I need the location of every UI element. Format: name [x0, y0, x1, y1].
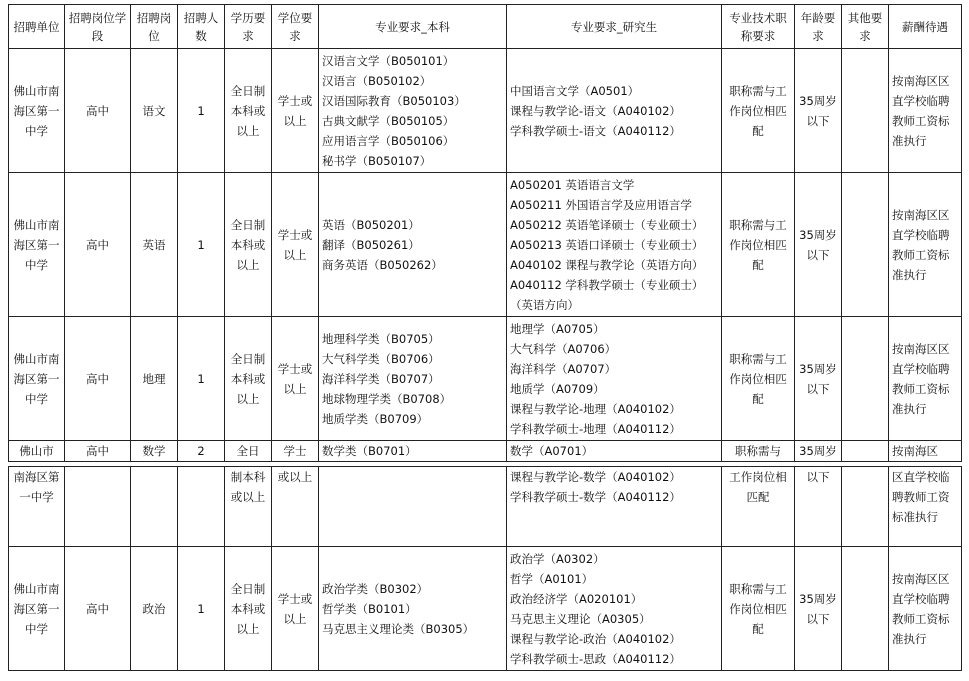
stage-cell: 高中: [65, 441, 131, 462]
major-item: A050201 英语语言文学: [510, 177, 635, 192]
count-cell: 1: [178, 317, 225, 441]
header-other: 其他要求: [842, 5, 889, 49]
recruitment-table-container: [8, 4, 961, 671]
major-item: 政治学类（B0302）: [322, 581, 429, 596]
count-cell: 2: [178, 441, 225, 462]
age-cell: 35周岁以下: [795, 547, 842, 671]
other-cell: [842, 173, 889, 317]
pay-cell: 区直学校临聘教师工资标准执行: [889, 467, 962, 547]
header-pay: 薪酬待遇: [889, 5, 962, 49]
post-cell: [131, 467, 178, 547]
stage-cell: 高中: [65, 173, 131, 317]
stage-cell: [65, 467, 131, 547]
pay-cell: 按南海区区直学校临聘教师工资标准执行: [889, 173, 962, 317]
title-requirement-cell: 职称需与: [722, 441, 795, 462]
degree-cell: 学士或以上: [272, 49, 319, 173]
unit-cell: 佛山市南海区第一中学: [9, 173, 65, 317]
major-item: 哲学类（B0101）: [322, 601, 417, 616]
bachelor-majors-cell: [319, 317, 507, 441]
education-cell: 全日制本科或以上: [225, 547, 272, 671]
master-majors-cell: [507, 547, 722, 671]
header-stage: 招聘岗位学段: [65, 5, 131, 49]
major-item: 大气科学类（B0706）: [322, 351, 440, 366]
title-requirement-cell: 职称需与工作岗位相匹配: [722, 49, 795, 173]
pay-cell: 按南海区区直学校临聘教师工资标准执行: [889, 317, 962, 441]
major-item: A050211 外国语言学及应用语言学: [510, 197, 692, 212]
age-cell: 35周岁以下: [795, 49, 842, 173]
major-item: A040102 课程与教学论（英语方向）: [510, 257, 704, 272]
major-item: 学科教学硕士-数学（A040112）: [510, 490, 681, 504]
major-item: 政治经济学（A020101）: [510, 591, 643, 606]
master-majors-cell: [507, 173, 722, 317]
other-cell: [842, 441, 889, 462]
major-item: 学科教学硕士-语文（A040112）: [510, 123, 681, 138]
bachelor-majors-cell: [319, 547, 507, 671]
major-item: 海洋科学类（B0707）: [322, 371, 440, 386]
table-row: [9, 173, 962, 317]
stage-cell: 高中: [65, 547, 131, 671]
major-item: 海洋科学（A0707）: [510, 361, 617, 376]
major-item: 商务英语（B050262）: [322, 257, 443, 272]
unit-cell: 佛山市南海区第一中学: [9, 49, 65, 173]
table-row: [9, 441, 962, 462]
count-cell: [178, 467, 225, 547]
count-cell: 1: [178, 49, 225, 173]
master-majors-cell: [507, 49, 722, 173]
count-cell: 1: [178, 173, 225, 317]
major-item: 古典文献学（B050105）: [322, 113, 455, 128]
education-cell: 全日制本科或以上: [225, 49, 272, 173]
title-requirement-cell: 工作岗位相匹配: [722, 467, 795, 547]
master-majors-cell: [507, 317, 722, 441]
major-item: 地理学（A0705）: [510, 321, 605, 336]
education-cell: 制本科或以上: [225, 467, 272, 547]
unit-cell: 南海区第一中学: [9, 467, 65, 547]
header-education: 学历要求: [225, 5, 272, 49]
major-item: 课程与教学论-数学（A040102）: [510, 470, 681, 484]
table-row: [9, 49, 962, 173]
post-cell: 地理: [131, 317, 178, 441]
major-item: 课程与教学论-地理（A040102）: [510, 401, 681, 416]
major-item: 汉语国际教育（B050103）: [322, 93, 466, 108]
other-cell: [842, 547, 889, 671]
header-major-master: 专业要求_研究生: [507, 5, 722, 49]
major-item: 地质学类（B0709）: [322, 411, 429, 426]
unit-cell: 佛山市南海区第一中学: [9, 547, 65, 671]
table-row: [9, 317, 962, 441]
age-cell: 35周岁: [795, 441, 842, 462]
major-item: 课程与教学论-语文（A040102）: [510, 103, 681, 118]
major-item: 学科教学硕士-地理（A040112）: [510, 421, 681, 436]
age-cell: 以下: [795, 467, 842, 547]
other-cell: [842, 317, 889, 441]
post-cell: 英语: [131, 173, 178, 317]
other-cell: [842, 467, 889, 547]
header-title-requirement: 专业技术职称要求: [722, 5, 795, 49]
table-row: [9, 547, 962, 671]
stage-cell: 高中: [65, 317, 131, 441]
header-row: [9, 5, 962, 49]
header-major-bachelor: 专业要求_本科: [319, 5, 507, 49]
major-item: 地球物理学类（B0708）: [322, 391, 452, 406]
major-item: A050213 英语口译硕士（专业硕士）: [510, 237, 704, 252]
major-item: 大气科学（A0706）: [510, 341, 617, 356]
bachelor-majors-cell: 数学类（B0701）: [319, 441, 507, 462]
degree-cell: 学士或以上: [272, 317, 319, 441]
recruitment-table: [8, 4, 962, 671]
pay-cell: 按南海区区直学校临聘教师工资标准执行: [889, 49, 962, 173]
header-post: 招聘岗位: [131, 5, 178, 49]
title-requirement-cell: 职称需与工作岗位相匹配: [722, 547, 795, 671]
major-item: 英语（B050201）: [322, 217, 420, 232]
header-count: 招聘人数: [178, 5, 225, 49]
post-cell: 政治: [131, 547, 178, 671]
education-cell: 全日: [225, 441, 272, 462]
major-item: 汉语言文学（B050101）: [322, 53, 455, 68]
major-item: A050212 英语笔译硕士（专业硕士）: [510, 217, 704, 232]
major-item: 翻译（B050261）: [322, 237, 420, 252]
bachelor-majors-cell: [319, 49, 507, 173]
pay-cell: 按南海区: [889, 441, 962, 462]
unit-cell: 佛山市: [9, 441, 65, 462]
major-item: 中国语言文学（A0501）: [510, 83, 640, 98]
other-cell: [842, 49, 889, 173]
major-item: 汉语言（B050102）: [322, 73, 432, 88]
master-majors-cell: 数学（A0701）: [507, 441, 722, 462]
age-cell: 35周岁以下: [795, 173, 842, 317]
education-cell: 全日制本科或以上: [225, 317, 272, 441]
header-unit: 招聘单位: [9, 5, 65, 49]
count-cell: 1: [178, 547, 225, 671]
major-item: 秘书学（B050107）: [322, 153, 432, 168]
major-item: A040112 学科教学硕士（专业硕士）（英语方向）: [510, 277, 704, 312]
major-item: 地质学（A0709）: [510, 381, 605, 396]
major-item: 课程与教学论-政治（A040102）: [510, 631, 681, 646]
table-row: [9, 467, 962, 547]
degree-cell: 学士或以上: [272, 173, 319, 317]
post-cell: 语文: [131, 49, 178, 173]
degree-cell: 学士或以上: [272, 547, 319, 671]
title-requirement-cell: 职称需与工作岗位相匹配: [722, 173, 795, 317]
education-cell: 全日制本科或以上: [225, 173, 272, 317]
master-majors-cell: [507, 467, 722, 547]
bachelor-majors-cell: [319, 467, 507, 547]
post-cell: 数学: [131, 441, 178, 462]
title-requirement-cell: 职称需与工作岗位相匹配: [722, 317, 795, 441]
degree-cell: 或以上: [272, 467, 319, 547]
major-item: 学科教学硕士-思政（A040112）: [510, 651, 681, 666]
major-item: 马克思主义理论类（B0305）: [322, 621, 475, 636]
unit-cell: 佛山市南海区第一中学: [9, 317, 65, 441]
major-item: 政治学（A0302）: [510, 551, 605, 566]
major-item: 应用语言学（B050106）: [322, 133, 455, 148]
header-degree: 学位要求: [272, 5, 319, 49]
major-item: 地理科学类（B0705）: [322, 331, 440, 346]
bachelor-majors-cell: [319, 173, 507, 317]
pay-cell: 按南海区区直学校临聘教师工资标准执行: [889, 547, 962, 671]
header-age: 年龄要求: [795, 5, 842, 49]
major-item: 哲学（A0101）: [510, 571, 594, 586]
age-cell: 35周岁以下: [795, 317, 842, 441]
degree-cell: 学士: [272, 441, 319, 462]
stage-cell: 高中: [65, 49, 131, 173]
major-item: 马克思主义理论（A0305）: [510, 611, 651, 626]
